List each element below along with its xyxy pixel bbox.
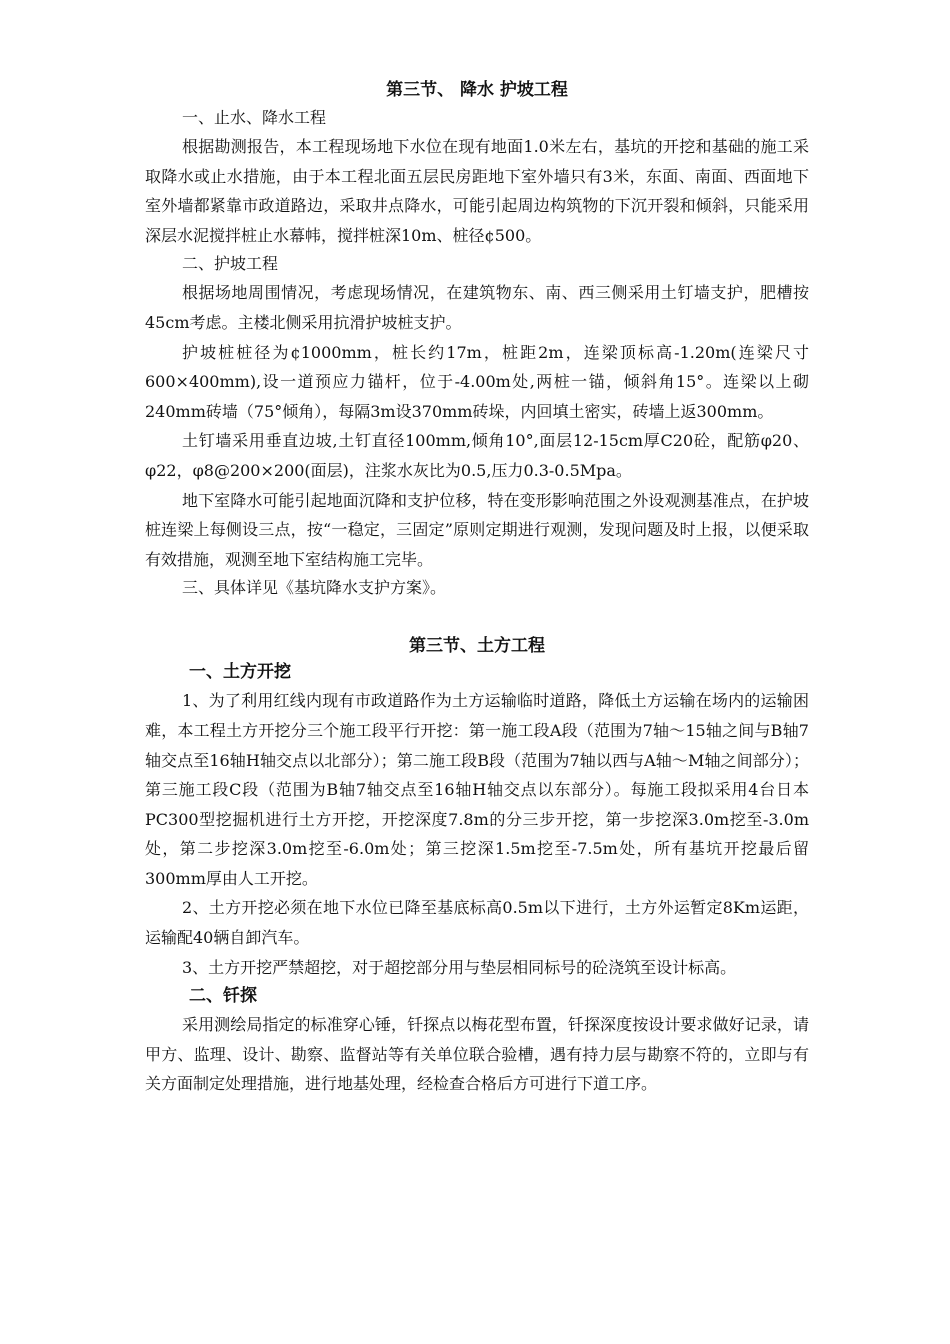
section-title-earthwork: 第三节、土方工程: [409, 636, 545, 657]
paragraph-excavation-2: 2、土方开挖必须在地下水位已降至基底标高0.5m以下进行，土方外运暂定8Km运距，运输配40辆自卸汽车。: [145, 898, 809, 948]
paragraph-pile: 护坡桩桩径为¢1000mm，桩长约17m，桩距2m，连梁顶标高-1.20m(连梁尺寸600×400mm),设一道预应力锚杆，位于-4.00m处,两桩一锚，倾斜角15°。连梁以上砌240mm砖墙（75°倾角），每隔3m设370mm砖垛，内回填土密实，砖墙上返300mm。: [145, 342, 809, 421]
paragraph-soil-nail: 土钉墙采用垂直边坡,土钉直径100mm,倾角10°,面层12-15cm厚C20砼，配筋φ20、φ22，φ8@200×200(面层)，注浆水灰比为0.5,压力0.3-0.5Mpa。: [145, 431, 809, 480]
heading-probing: 二、钎探: [189, 986, 257, 1007]
heading-see-plan: 三、具体详见《基坑降水支护方案》。: [182, 578, 447, 598]
heading-excavation: 一、土方开挖: [189, 662, 291, 683]
heading-slope-protection: 二、护坡工程: [182, 254, 279, 274]
paragraph-site-conditions: 根据场地周围情况，考虑现场情况，在建筑物东、南、西三侧采用土钉墙支护，肥槽按45cm考虑。主楼北侧采用抗滑护坡桩支护。: [145, 283, 809, 332]
paragraph-monitoring: 地下室降水可能引起地面沉降和支护位移，特在变形影响范围之外设观测基准点，在护坡桩连梁上每侧设三点，按“一稳定，三固定”原则定期进行观测，发现问题及时上报，以便采取有效措施，观测至地下室结构施工完毕。: [145, 490, 809, 569]
paragraph-survey: 根据勘测报告，本工程现场地下水位在现有地面1.0米左右，基坑的开挖和基础的施工采取降水或止水措施，由于本工程北面五层民房距地下室外墙只有3米，东面、南面、西面地下室外墙都紧靠市政道路边，采取井点降水，可能引起周边构筑物的下沉开裂和倾斜，只能采用深层水泥搅拌桩止水幕帏，搅拌桩深10m、桩径¢500。: [145, 137, 809, 245]
paragraph-probing: 采用测绘局指定的标准穿心锤，钎探点以梅花型布置，钎探深度按设计要求做好记录，请甲方、监理、设计、勘察、监督站等有关单位联合验槽，遇有持力层与勘察不符的，立即与有关方面制定处理措施，进行地基处理，经检查合格后方可进行下道工序。: [145, 1015, 809, 1094]
document-page: [145, 78, 809, 1099]
paragraph-excavation-1: 1、为了利用红线内现有市政道路作为土方运输临时道路，降低土方运输在场内的运输困难，本工程土方开挖分三个施工段平行开挖：第一施工段A段（范围为7轴～15轴之间与B轴7轴交点至16轴H轴交点以北部分）；第二施工段B段（范围为7轴以西与A轴～M轴之间部分）；第三施工段C段（范围为B轴7轴交点至16轴H轴交点以东部分）。每施工段拟采用4台日本PC300型挖掘机进行土方开挖，开挖深度7.8m的分三步开挖，第一步挖深3.0m挖至-3.0m处，第二步挖深3.0m挖至-6.0m处；第三挖深1.5m挖至-7.5m处，所有基坑开挖最后留300mm厚由人工开挖。: [145, 691, 809, 888]
section-title-dewatering: 第三节、 降水 护坡工程: [386, 80, 568, 100]
paragraph-excavation-3: 3、土方开挖严禁超挖，对于超挖部分用与垫层相同标号的砼浇筑至设计标高。: [182, 957, 737, 977]
heading-water-stop: 一、止水、降水工程: [182, 108, 327, 127]
